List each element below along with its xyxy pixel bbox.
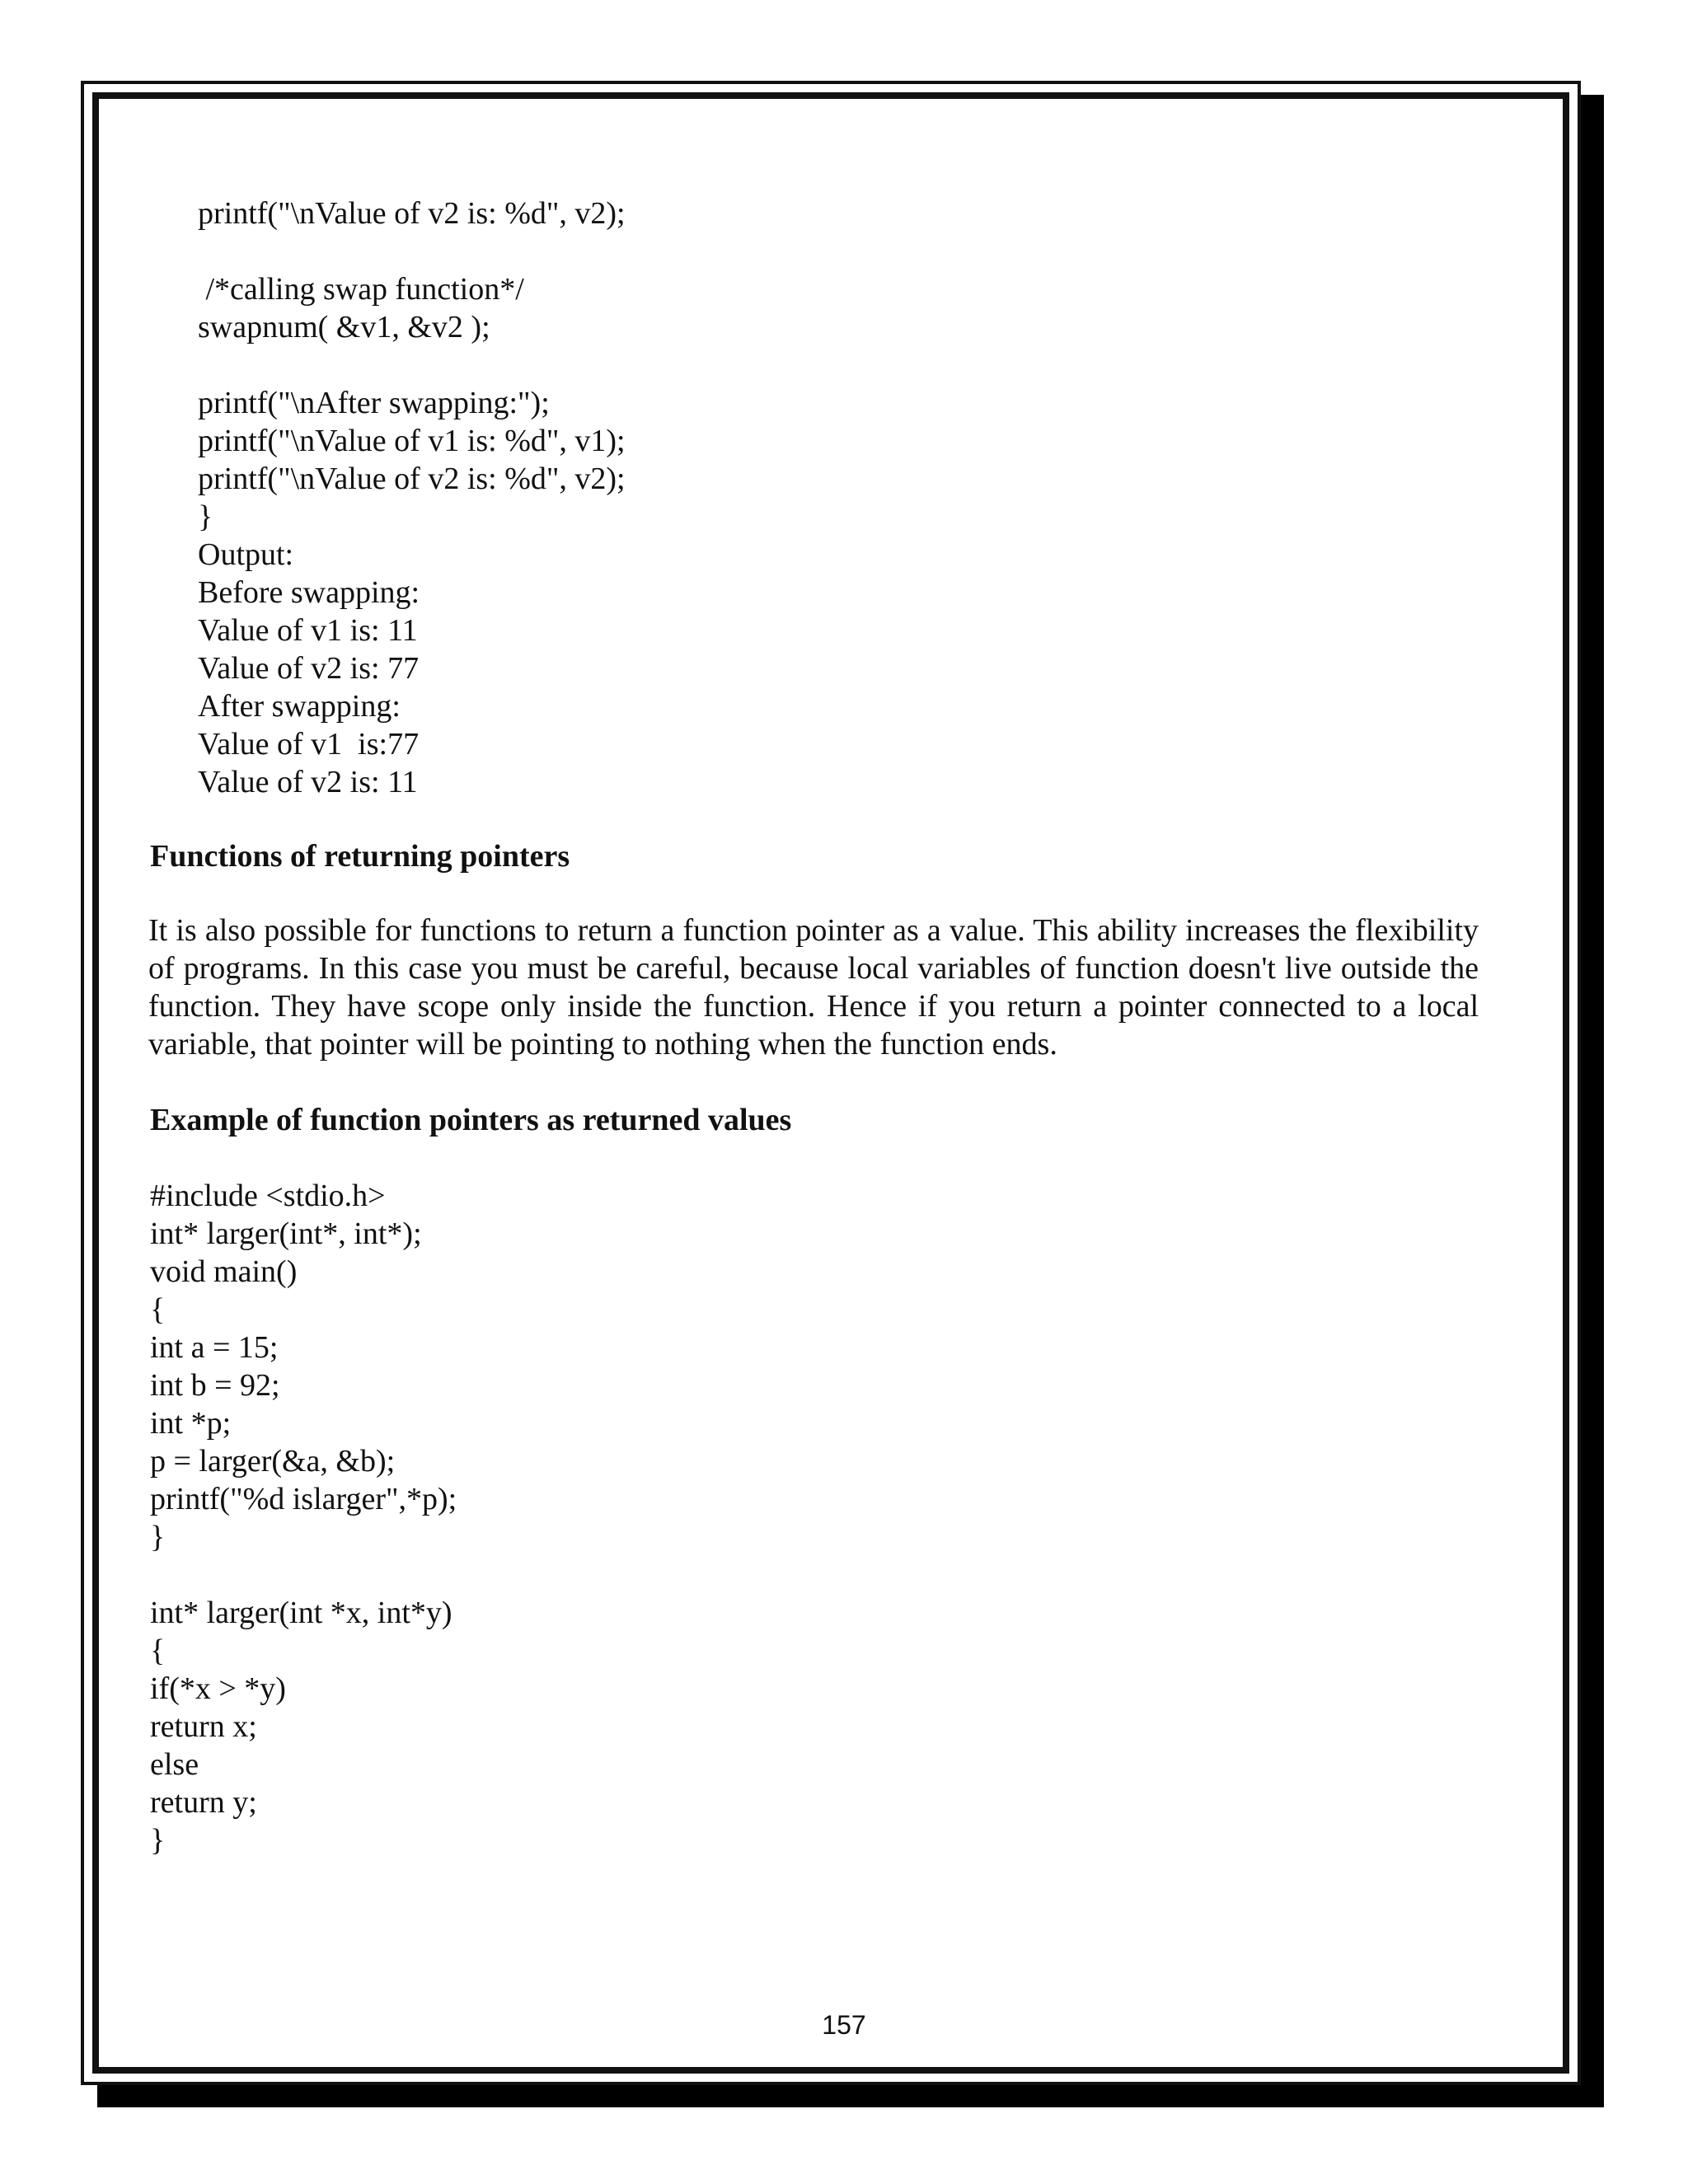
- code-line: int* larger(int*, int*);: [150, 1216, 422, 1251]
- code-line: {: [150, 1633, 166, 1668]
- output-line: Before swapping:: [198, 575, 420, 610]
- code-line: swapnum( &v1, &v2 );: [198, 310, 490, 344]
- code-line: }: [150, 1823, 166, 1858]
- page-number: 157: [822, 2010, 866, 2040]
- code-line: int a = 15;: [150, 1330, 279, 1365]
- body-paragraph: It is also possible for functions to return a function pointer as a value. This ability increases the flexibility of programs. In this case you must be careful, because local variables of function doesn't live outside the function. They have scope only inside the function. Hence if you return a pointer connected to a local variable, that pointer will be pointing to nothing when the function ends.: [148, 913, 1479, 1062]
- page-frame: [81, 81, 1581, 2085]
- code-line: int* larger(int *x, int*y): [150, 1596, 452, 1630]
- section-heading: Functions of returning pointers: [150, 839, 570, 874]
- code-line: else: [150, 1747, 199, 1782]
- code-line: printf("%d islarger",*p);: [150, 1482, 457, 1516]
- code-line: void main(): [150, 1254, 298, 1289]
- code-line: p = larger(&a, &b);: [150, 1444, 396, 1479]
- code-line: int *p;: [150, 1406, 232, 1441]
- code-line: {: [150, 1292, 166, 1327]
- code-line: return x;: [150, 1709, 257, 1744]
- code-line: printf("\nValue of v1 is: %d", v1);: [198, 424, 626, 458]
- output-line: Value of v2 is: 77: [198, 651, 420, 686]
- output-line: Value of v1 is:77: [198, 727, 420, 762]
- code-comment: /*calling swap function*/: [198, 272, 524, 307]
- code-line: return y;: [150, 1785, 257, 1820]
- code-line: printf("\nValue of v2 is: %d", v2);: [198, 462, 626, 496]
- output-line: Value of v1 is: 11: [198, 613, 418, 648]
- code-line: printf("\nValue of v2 is: %d", v2);: [198, 196, 626, 231]
- output-label: Output:: [198, 537, 294, 572]
- code-line: printf("\nAfter swapping:");: [198, 386, 550, 420]
- code-line: #include <stdio.h>: [150, 1179, 386, 1213]
- section-heading: Example of function pointers as returned values: [150, 1103, 792, 1137]
- code-line: }: [198, 499, 213, 534]
- code-line: int b = 92;: [150, 1368, 280, 1403]
- output-line: After swapping:: [198, 689, 401, 724]
- code-line: }: [150, 1520, 166, 1554]
- output-line: Value of v2 is: 11: [198, 765, 418, 799]
- code-line: if(*x > *y): [150, 1671, 286, 1706]
